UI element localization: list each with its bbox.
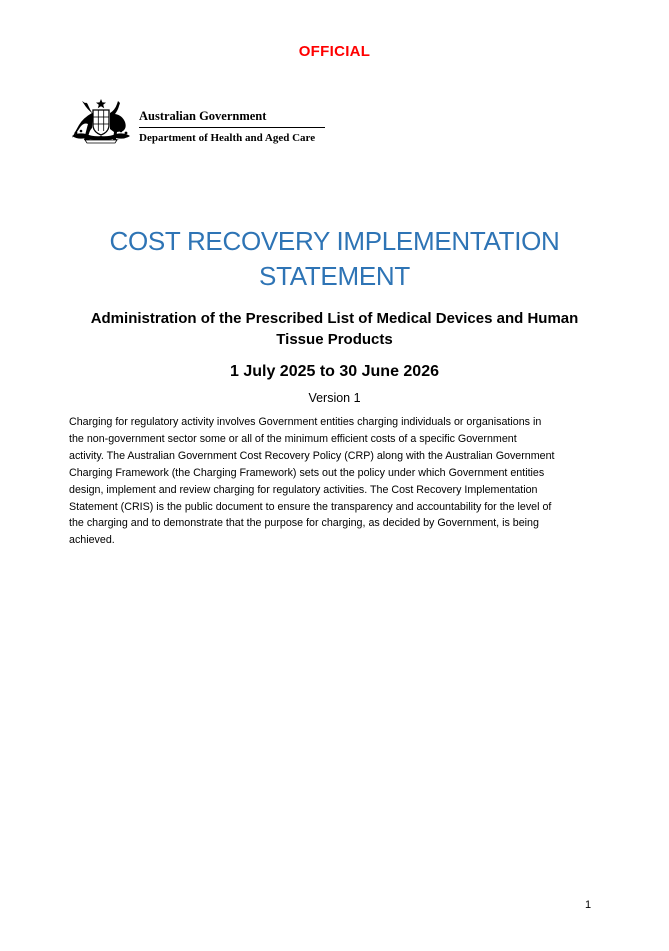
- government-logo: [68, 98, 325, 145]
- logo-text: [139, 98, 325, 145]
- page-number: 1: [584, 899, 592, 911]
- subtitle-line-1: Administration of the Prescribed List of Medical Devices and Human: [90, 310, 579, 327]
- statement-period: 1 July 2025 to 30 June 2026: [229, 363, 439, 380]
- government-name: Australian Government: [139, 109, 325, 128]
- security-classification: OFFICIAL: [298, 43, 371, 60]
- paragraph-line: achieved.: [69, 534, 115, 547]
- subtitle-line-2: Tissue Products: [276, 331, 393, 348]
- document-title: [60, 224, 609, 294]
- commonwealth-coat-of-arms-icon: [68, 98, 134, 144]
- paragraph-line: activity. The Australian Government Cost Recovery Policy (CRP) along with the Australian Government: [69, 449, 555, 462]
- paragraph-line: Charging for regulatory activity involves Government entities charging individuals or organisations in: [69, 416, 542, 428]
- paragraph-line: Statement (CRIS) is the public document to ensure the transparency and accountability for the level of: [69, 500, 552, 513]
- paragraph-line: the charging and to demonstrate that the purpose for charging, as decided by Government, is being: [69, 517, 539, 530]
- paragraph-line: the non-government sector some or all of the minimum efficient costs of a specific Government: [69, 432, 517, 445]
- introduction-paragraph: [69, 414, 597, 549]
- version-label: Version 1: [308, 391, 361, 405]
- document-subtitle: [60, 308, 609, 350]
- paragraph-line: Charging Framework (the Charging Framework) sets out the policy under which Government entities: [69, 466, 545, 479]
- title-line-1: COST RECOVERY IMPLEMENTATION: [109, 226, 560, 256]
- paragraph-line: design, implement and review charging for regulatory activities. The Cost Recovery Implementation: [69, 483, 538, 496]
- title-line-2: STATEMENT: [259, 261, 410, 291]
- department-name: Department of Health and Aged Care: [139, 132, 316, 144]
